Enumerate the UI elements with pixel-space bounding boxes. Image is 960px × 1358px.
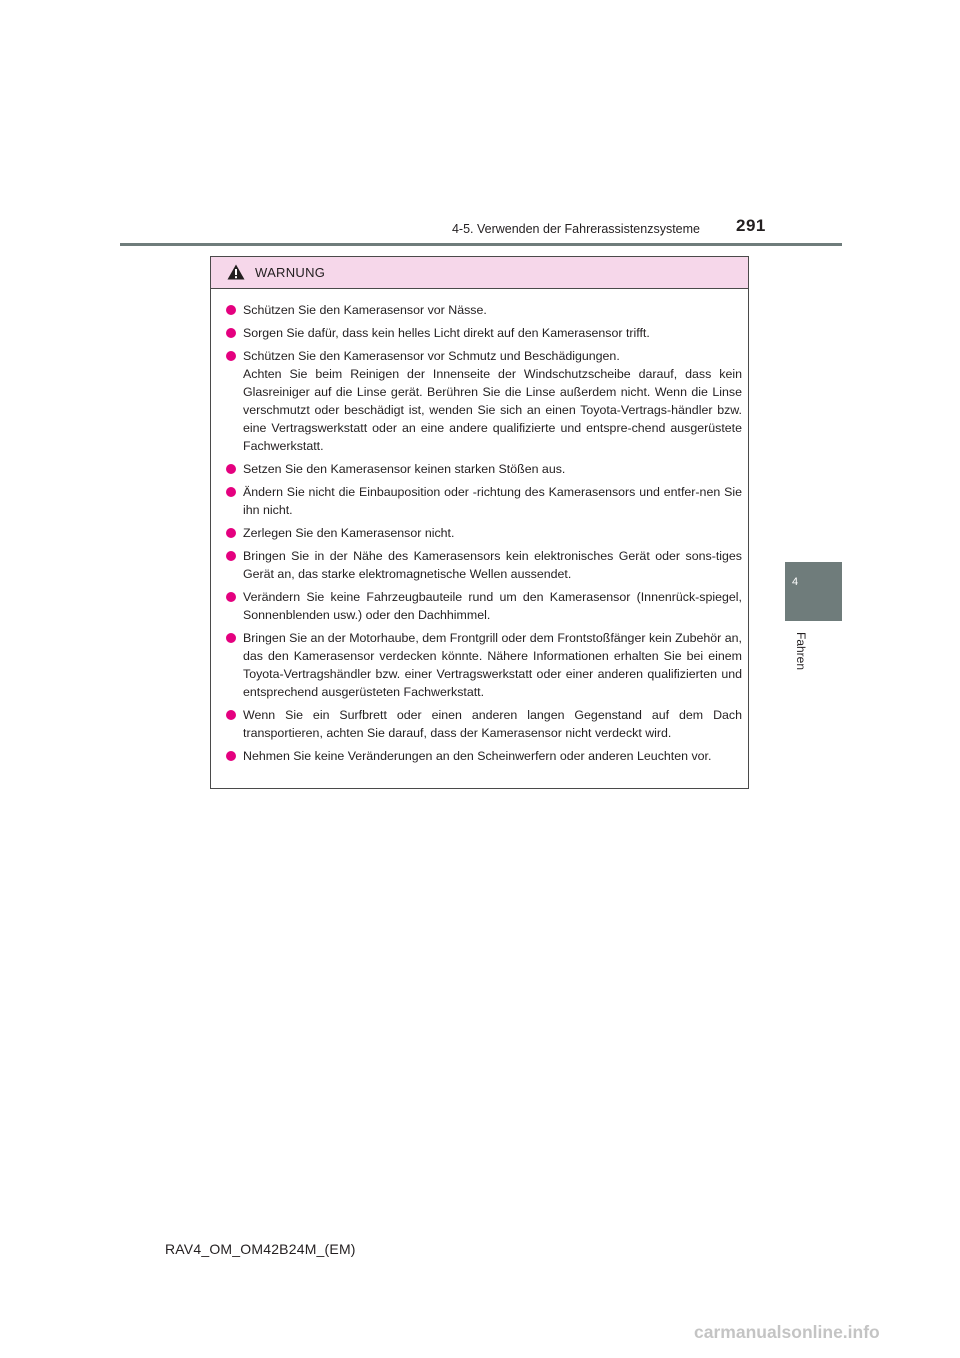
warning-item (225, 347, 742, 455)
bullet-icon (226, 487, 236, 497)
chapter-label: Fahren (794, 632, 808, 671)
warning-item-text: Zerlegen Sie den Kamerasensor nicht. (243, 526, 455, 540)
warning-list (211, 289, 748, 765)
warning-item-text: Setzen Sie den Kamerasensor keinen starken Stößen aus. (243, 462, 566, 476)
bullet-icon (226, 710, 236, 720)
warning-item-text: Sorgen Sie dafür, dass kein helles Licht direkt auf den Kamerasensor trifft. (243, 326, 650, 340)
warning-title: WARNUNG (255, 265, 326, 280)
warning-item (225, 483, 742, 519)
warning-item (225, 460, 742, 478)
warning-item-text: Ändern Sie nicht die Einbauposition oder -richtung des Kamerasensors und entfer-nen Sie ihn nicht. (243, 485, 742, 517)
chapter-tab (785, 562, 842, 621)
watermark-link[interactable]: carmanualsonline.info (694, 1322, 880, 1342)
warning-item-text: Bringen Sie an der Motorhaube, dem Frontgrill oder dem Frontstoßfänger kein Zubehör an, das den Kamerasensor verdecken könnte. Nähere Informationen erhalten Sie bei einem Toyota-Vertragshändler bzw. einer Vertragswerkstatt oder einer anderen qualifizierten und entsprechend ausgerüsteten Fachwerkstatt. (243, 631, 742, 699)
document-code: RAV4_OM_OM42B24M_(EM) (165, 1241, 356, 1257)
warning-item (225, 588, 742, 624)
bullet-icon (226, 351, 236, 361)
warning-item-text: Verändern Sie keine Fahrzeugbauteile rund um den Kamerasensor (Innenrück-spiegel, Sonnenblenden usw.) oder den Dachhimmel. (243, 590, 742, 622)
bullet-icon (226, 751, 236, 761)
bullet-icon (226, 328, 236, 338)
page-number: 291 (736, 216, 766, 235)
bullet-icon (226, 305, 236, 315)
bullet-icon (226, 592, 236, 602)
warning-item (225, 629, 742, 701)
warning-item (225, 301, 742, 319)
bullet-icon (226, 551, 236, 561)
warning-item-text: Bringen Sie in der Nähe des Kamerasensors kein elektronisches Gerät oder sons-tiges Gerät an, das starke elektromagnetische Wellen aussendet. (243, 549, 742, 581)
warning-item-text: Nehmen Sie keine Veränderungen an den Scheinwerfern oder anderen Leuchten vor. (243, 749, 712, 763)
warning-box (210, 256, 749, 789)
warning-item (225, 524, 742, 542)
warning-item (225, 547, 742, 583)
warning-item-text: Schützen Sie den Kamerasensor vor Schmutz und Beschädigungen. Achten Sie beim Reinigen der Innenseite der Windschutzscheibe darauf, dass kein Glasreiniger auf die Linse gerät. Berühren Sie die Linse außerdem nicht. Wenn die Linse verschmutzt oder beschädigt ist, wenden Sie sich an einen Toyota-Vertrags-händler bzw. eine Vertragswerkstatt oder an eine andere qualifizierte und entspre-chend ausgerüstete Fachwerkstatt. (243, 349, 742, 453)
warning-item-text: Schützen Sie den Kamerasensor vor Nässe. (243, 303, 487, 317)
warning-item-text: Wenn Sie ein Surfbrett oder einen anderen langen Gegenstand auf dem Dach transportieren, achten Sie darauf, dass der Kamerasensor nicht verdeckt wird. (243, 708, 742, 740)
warning-item (225, 747, 742, 765)
warning-header (211, 257, 748, 289)
bullet-icon (226, 633, 236, 643)
section-title: 4-5. Verwenden der Fahrerassistenzsysteme (451, 222, 700, 236)
warning-triangle-icon (227, 264, 245, 280)
header-rule (120, 243, 842, 246)
chapter-number: 4 (791, 576, 799, 588)
warning-item (225, 706, 742, 742)
warning-item (225, 324, 742, 342)
bullet-icon (226, 528, 236, 538)
bullet-icon (226, 464, 236, 474)
